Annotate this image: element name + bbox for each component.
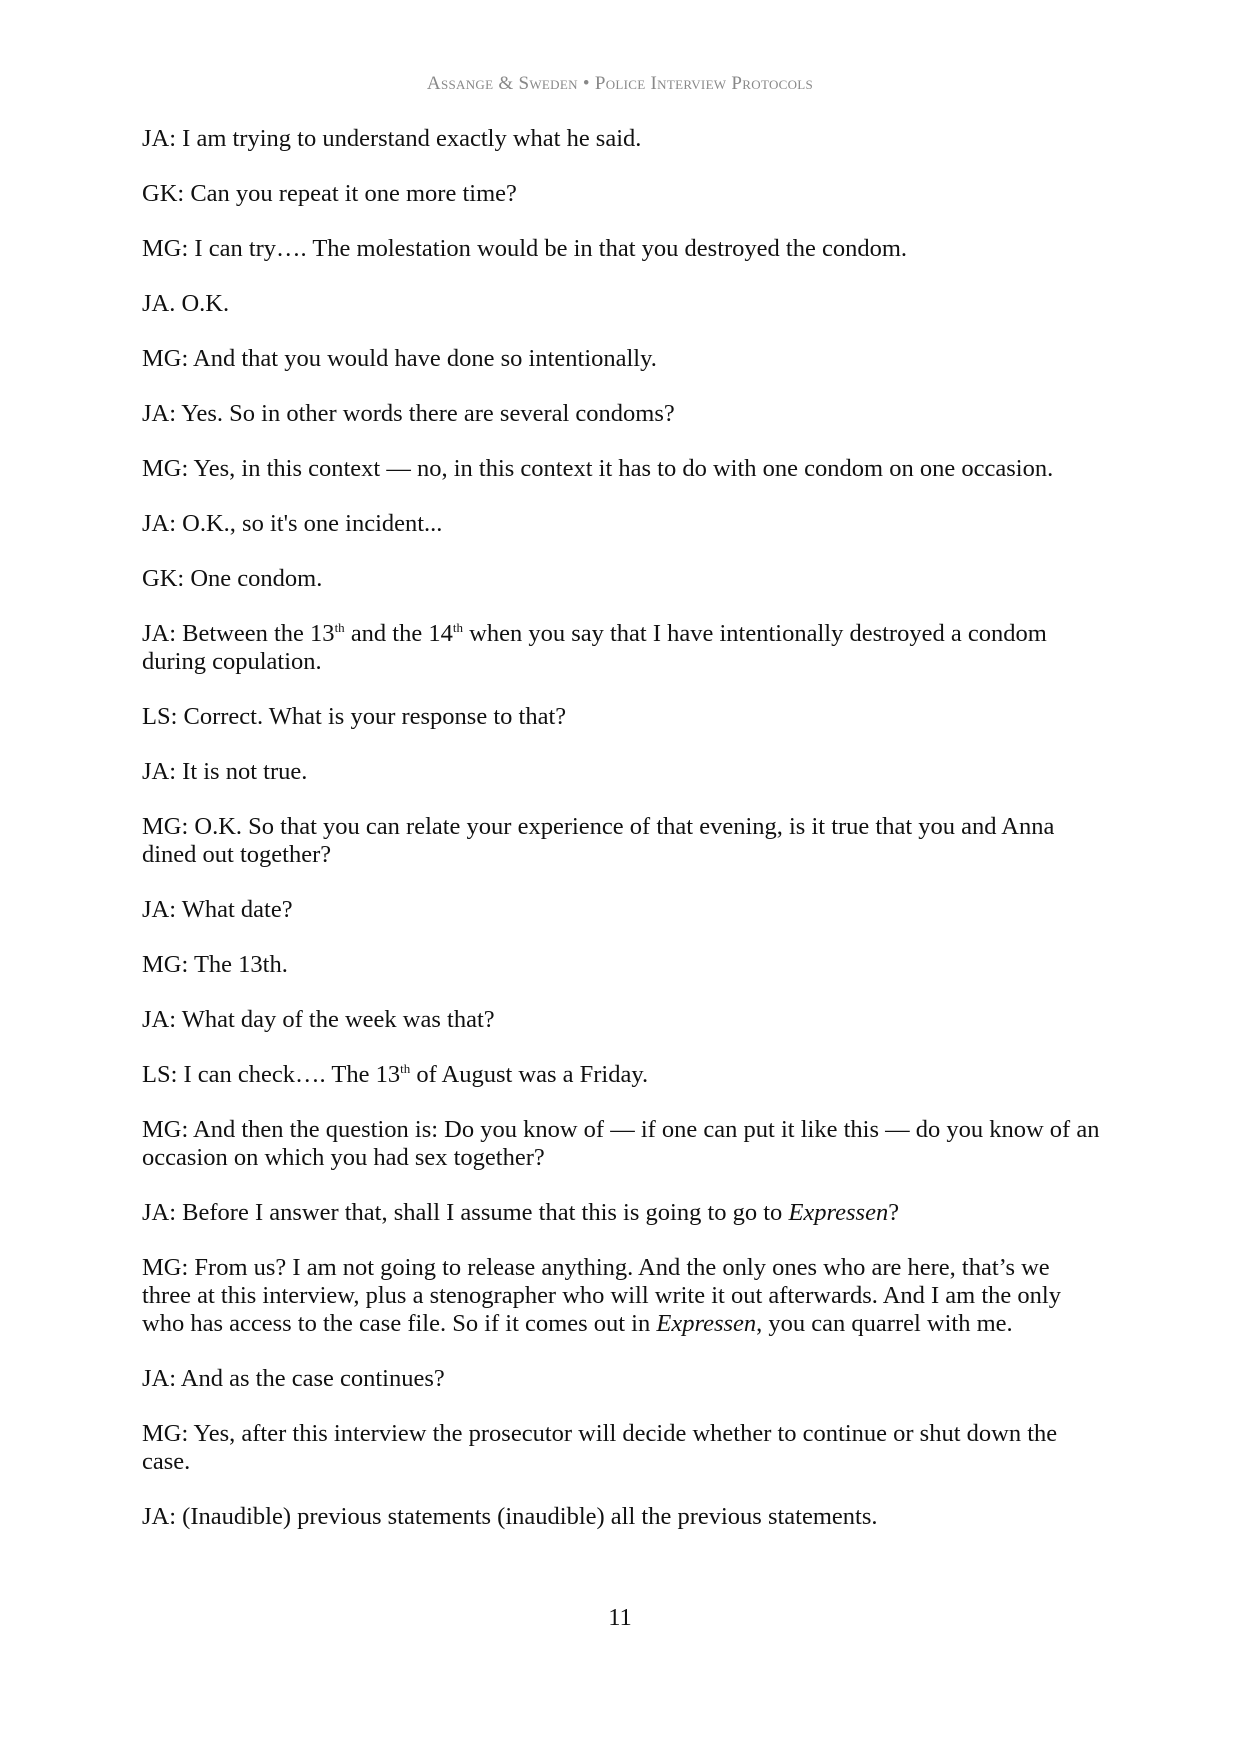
italic-title: Expressen xyxy=(656,1310,757,1337)
text-segment: JA: Yes. So in other words there are several condoms? xyxy=(142,400,675,427)
text-segment: GK: One condom. xyxy=(142,565,323,592)
text-segment: JA: It is not true. xyxy=(142,758,308,785)
text-segment: JA: What date? xyxy=(142,896,293,923)
text-segment: ? xyxy=(888,1199,900,1226)
text-segment: and the 14 xyxy=(344,620,453,647)
text-segment: MG: Yes, after this interview the prosecutor will decide whether to continue or shut down the case. xyxy=(142,1420,1058,1475)
ordinal-suffix: th xyxy=(334,619,345,635)
transcript-paragraph xyxy=(142,1061,1104,1089)
text-segment: JA: Between the 13 xyxy=(142,620,335,647)
text-segment: , you can quarrel with me. xyxy=(756,1310,1013,1337)
transcript-paragraph xyxy=(142,1503,1104,1531)
transcript-paragraph xyxy=(142,703,1104,731)
transcript-paragraph xyxy=(142,1006,1104,1034)
transcript-paragraph xyxy=(142,1365,1104,1393)
transcript-paragraph xyxy=(142,290,1104,318)
text-segment: JA: O.K., so it's one incident... xyxy=(142,510,443,537)
transcript-paragraph xyxy=(142,1254,1104,1338)
text-segment: GK: Can you repeat it one more time? xyxy=(142,180,517,207)
transcript-paragraph xyxy=(142,896,1104,924)
transcript-paragraph xyxy=(142,510,1104,538)
transcript-paragraph xyxy=(142,400,1104,428)
text-segment: of August was a Friday. xyxy=(410,1061,649,1088)
transcript-paragraph xyxy=(142,180,1104,208)
transcript-paragraph xyxy=(142,1199,1104,1227)
text-segment: when you say that I have intentionally destroyed a condom during copulation. xyxy=(142,620,1047,675)
running-header: Assange & Sweden • Police Interview Protocols xyxy=(426,73,814,94)
ordinal-suffix: th xyxy=(400,1060,411,1076)
ordinal-suffix: th xyxy=(452,619,463,635)
text-segment: LS: Correct. What is your response to that? xyxy=(142,703,567,730)
italic-title: Expressen xyxy=(788,1199,889,1226)
transcript-paragraph xyxy=(142,758,1104,786)
transcript-paragraph xyxy=(142,1420,1104,1476)
transcript-paragraph xyxy=(142,813,1104,869)
transcript-paragraph xyxy=(142,1116,1104,1172)
transcript-paragraph xyxy=(142,125,1104,153)
text-segment: JA: I am trying to understand exactly what he said. xyxy=(142,125,642,152)
text-segment: JA: (Inaudible) previous statements (inaudible) all the previous statements. xyxy=(142,1503,878,1530)
text-segment: JA: And as the case continues? xyxy=(142,1365,445,1392)
page-number: 11 xyxy=(608,1604,632,1631)
text-segment: JA. O.K. xyxy=(142,290,230,317)
transcript-paragraph xyxy=(142,565,1104,593)
text-segment: MG: And that you would have done so intentionally. xyxy=(142,345,657,372)
text-segment: MG: And then the question is: Do you know of — if one can put it like this — do you know of an occasion on which you had sex together? xyxy=(142,1116,1100,1171)
transcript-body xyxy=(142,125,1104,1558)
text-segment: MG: O.K. So that you can relate your experience of that evening, is it true that you and Anna dined out together? xyxy=(142,813,1055,868)
text-segment: MG: From us? I am not going to release anything. And the only ones who are here, that’s we three at this interview, plus a stenographer who will write it out afterwards. And I am the only who has access to the case file. So if it comes out in xyxy=(142,1254,1061,1337)
transcript-paragraph xyxy=(142,951,1104,979)
text-segment: MG: The 13th. xyxy=(142,951,288,978)
text-segment: LS: I can check…. The 13 xyxy=(142,1061,401,1088)
transcript-paragraph xyxy=(142,620,1104,676)
text-segment: MG: I can try…. The molestation would be in that you destroyed the condom. xyxy=(142,235,908,262)
text-segment: MG: Yes, in this context — no, in this context it has to do with one condom on one occasion. xyxy=(142,455,1054,482)
text-segment: JA: Before I answer that, shall I assume that this is going to go to xyxy=(142,1199,789,1226)
transcript-paragraph xyxy=(142,455,1104,483)
transcript-paragraph xyxy=(142,345,1104,373)
transcript-paragraph xyxy=(142,235,1104,263)
text-segment: JA: What day of the week was that? xyxy=(142,1006,495,1033)
